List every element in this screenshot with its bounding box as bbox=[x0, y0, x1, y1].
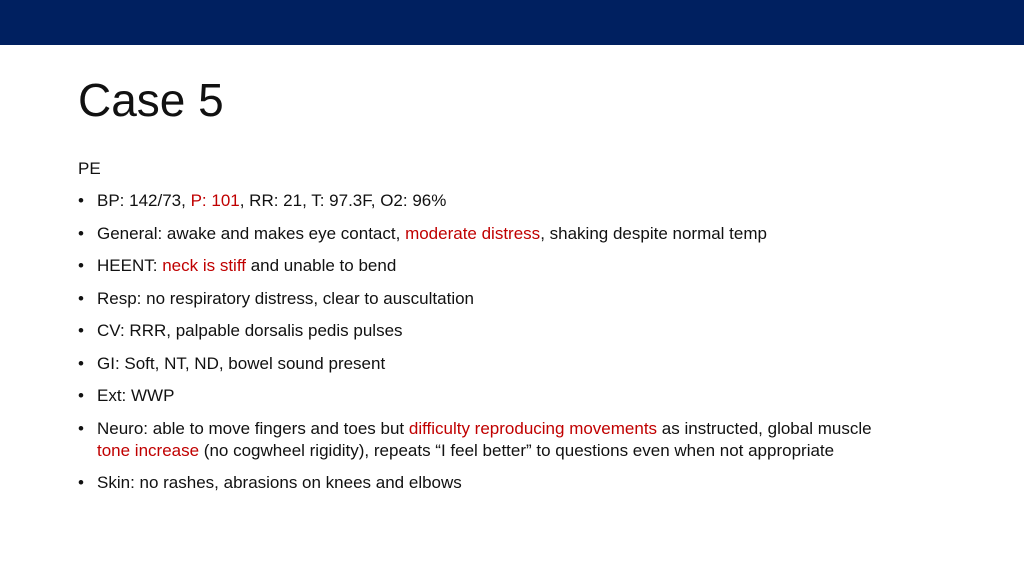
highlighted-finding: tone increase bbox=[97, 440, 200, 460]
bullet-item bbox=[78, 255, 908, 277]
bullet-text: General: awake and makes eye contact, bbox=[97, 223, 406, 243]
bullet-text: Neuro: able to move fingers and toes but bbox=[97, 418, 409, 438]
bullet-item bbox=[78, 190, 908, 212]
bullet-item bbox=[78, 385, 908, 407]
bullet-text: GI: Soft, NT, ND, bowel sound present bbox=[97, 353, 386, 373]
bullet-item bbox=[78, 472, 908, 494]
bullet-text: HEENT: bbox=[97, 256, 163, 275]
bullet-text: Skin: no rashes, abrasions on knees and elbows bbox=[97, 473, 462, 492]
highlighted-finding: moderate distress bbox=[405, 223, 541, 243]
bullet-text: , RR: 21, T: 97.3F, O2: 96% bbox=[239, 191, 447, 210]
bullet-dot-icon: • bbox=[78, 223, 84, 243]
slide-content bbox=[78, 158, 908, 505]
bullet-item bbox=[78, 223, 908, 245]
bullet-dot-icon: • bbox=[78, 418, 84, 438]
bullet-text: as instructed, global muscle bbox=[657, 418, 872, 438]
top-banner bbox=[0, 0, 1024, 45]
bullet-text: (no cogwheel rigidity), repeats “I feel better” to questions even when not appropriate bbox=[199, 440, 835, 460]
bullet-dot-icon: • bbox=[78, 321, 84, 340]
bullet-list bbox=[78, 190, 908, 494]
bullet-item bbox=[78, 288, 908, 310]
bullet-text: and unable to bend bbox=[245, 256, 397, 275]
bullet-item bbox=[78, 418, 908, 462]
bullet-dot-icon: • bbox=[78, 191, 84, 210]
bullet-text: CV: RRR, palpable dorsalis pedis pulses bbox=[97, 321, 403, 340]
bullet-text: BP: 142/73, bbox=[97, 191, 191, 210]
bullet-item bbox=[78, 353, 908, 375]
highlighted-finding: P: 101 bbox=[190, 191, 240, 210]
highlighted-finding: neck is stiff bbox=[162, 256, 246, 275]
bullet-text: Resp: no respiratory distress, clear to auscultation bbox=[97, 288, 475, 308]
bullet-dot-icon: • bbox=[78, 288, 84, 308]
bullet-text: , shaking despite normal temp bbox=[540, 223, 767, 243]
bullet-dot-icon: • bbox=[78, 256, 84, 275]
bullet-text: Ext: WWP bbox=[97, 386, 175, 405]
bullet-item bbox=[78, 320, 908, 342]
bullet-dot-icon: • bbox=[78, 386, 84, 405]
highlighted-finding: difficulty reproducing movements bbox=[408, 418, 658, 438]
bullet-dot-icon: • bbox=[78, 353, 84, 373]
bullet-dot-icon: • bbox=[78, 473, 84, 492]
section-label: PE bbox=[78, 159, 101, 178]
slide-title: Case 5 bbox=[78, 74, 224, 126]
